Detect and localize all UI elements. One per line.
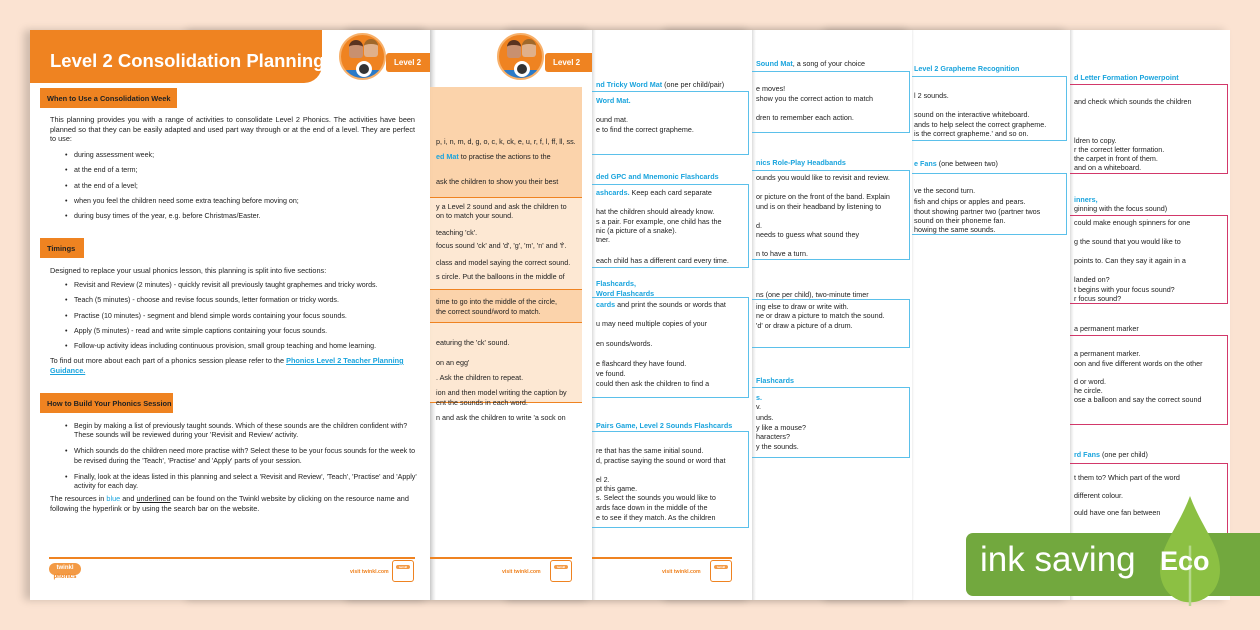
text-line [596,339,652,348]
text-line [1074,359,1203,368]
twinkl-badge: twinkl [550,560,572,582]
title-banner [30,30,325,83]
resource-link[interactable]: Flashcards, [596,279,636,288]
text-line [436,388,567,397]
text-line [1074,218,1190,227]
text-line [756,402,761,411]
section-heading: How to Build Your Phonics Session [40,393,173,413]
characters-avatar [339,33,386,80]
line-text: ands to help select the correct grapheme. [914,120,1047,129]
text-line [756,376,794,385]
line-text: ould have one fan between [1074,508,1161,517]
line-text: ing else to draw or write with. [756,302,849,311]
resource-link[interactable]: Flashcards [756,376,794,385]
build-session-list [74,422,419,497]
intro-paragraph: This planning provides you with a range of activities to consolidate Level 2 Phonics. The activities have been planned so that they can be easily adapted and used part way through or at the end of a level. They are perfect to use: [50,115,415,144]
line-text: class and model saying the correct sound. [436,258,571,267]
text-line [1074,377,1106,386]
text-line [914,129,1028,138]
list-item: • at the end of a term; [74,166,419,175]
text-line [756,192,890,201]
line-text: t begins with your focus sound? [1074,285,1175,294]
text-line [436,413,566,422]
text-line [1074,395,1201,404]
text-line [596,513,715,522]
twinkl-badge: twinkl [710,560,732,582]
timings-list [74,281,419,357]
text-line [596,80,724,89]
text-line [1074,508,1160,517]
line-text: haracters? [756,432,790,441]
text-line [1074,285,1175,294]
line-text: could make enough spinners for one [1074,218,1191,227]
line-text: teaching 'ck'. [436,228,478,237]
note-text: and [122,494,135,503]
resource-link[interactable]: ed Mat [436,152,459,161]
text-line [596,493,716,502]
section-heading: Timings [40,238,84,258]
text-line [436,241,566,250]
line-text: show you the correct action to match [756,94,874,103]
text-line [1074,256,1186,265]
line-text: a permanent marker [1074,324,1139,333]
line-text: sound on their phoneme fan. [914,216,1006,225]
note-text: can be found on the Twinkl website by clicking on the resource name and following the hyperlink or by using the search bar on the website. [50,494,409,513]
text-line [596,115,628,124]
line-text: ve found. [596,369,626,378]
line-text: r the correct letter formation. [1074,145,1165,154]
resource-link[interactable]: s. [756,393,762,402]
line-text: the carpet in front of them. [1074,154,1158,163]
visit-twinkl-link[interactable]: visit twinkl.com [502,569,541,575]
text-line [596,369,626,378]
text-line [436,202,567,211]
resource-link[interactable]: Sound Mat [756,59,793,68]
text-line [596,446,703,455]
list-item: • Teach (5 minutes) - choose and revise focus sounds, letter formation or tricky words. [74,296,419,305]
line-text: (one per child) [1099,450,1148,459]
text-line [596,300,726,309]
text-line [1074,195,1098,204]
line-text: v. [756,402,762,411]
text-line [914,207,1040,216]
line-text: en sounds/words. [596,339,653,348]
line-text: eaturing the 'ck' sound. [436,338,510,347]
line-text: thout showing partner two (partner twos [914,207,1041,216]
list-item: • Revisit and Review (2 minutes) - quickly revisit all previously taught graphemes and tricky words. [74,281,419,290]
text-line [596,289,654,298]
text-line [1074,97,1191,106]
text-line [436,211,513,220]
line-text: fish and chips or apples and pears. [914,197,1026,206]
text-line [436,137,576,146]
line-text: (one between two) [936,159,998,168]
outro-text: To find out more about each part of a phonics session please refer to the [50,356,285,365]
line-text: u may need multiple copies of your [596,319,708,328]
list-item: • when you feel the children need some extra teaching before moving on; [74,197,419,206]
text-line [756,249,808,258]
text-line [1074,275,1110,284]
logo-text: phonics [53,574,77,580]
text-line [1074,154,1158,163]
line-text: to practise the actions to the [458,152,551,161]
note-blue-word: blue [106,494,121,503]
text-line [596,235,610,244]
line-text: s circle. Put the balloons in the middle of [436,272,565,281]
line-text: ent the sounds in each word. [436,398,528,407]
text-line [596,421,732,430]
text-line [1074,473,1180,482]
text-line [596,188,712,197]
line-text: (one per child/pair) [662,80,725,89]
line-text: or picture on the front of the band. Explain [756,192,890,201]
text-line [756,393,762,402]
line-text: el 2. [596,475,610,484]
text-line [914,186,975,195]
text-line [914,91,949,100]
footer-divider [49,557,415,559]
level-tag: Level 2 [386,53,430,72]
text-line [436,272,565,281]
text-line [914,120,1046,129]
line-text: l 2 sounds. [914,91,949,100]
resource-link[interactable]: d Letter Formation Powerpoint [1074,73,1179,82]
text-line [596,484,637,493]
line-text: ounds you would like to revisit and review. [756,173,890,182]
line-text: . Ask the children to repeat. [436,373,524,382]
text-line [436,177,558,186]
text-line [756,94,873,103]
text-line [1074,73,1179,82]
line-text: ns (one per child), two-minute timer [756,290,869,299]
text-line [914,225,996,234]
text-line [1074,349,1140,358]
text-line [596,475,610,484]
line-text: needs to guess what sound they [756,230,860,239]
text-line [914,197,1025,206]
level-tag: Level 2 [545,53,592,72]
line-text: s. Select the sounds you would like to [596,493,716,502]
line-text: dren to remember each action. [756,113,854,122]
list-item: • Practise (10 minutes) - segment and blend simple words containing your focus sounds. [74,312,419,321]
list-item: • Apply (5 minutes) - read and write simple captions containing your focus sounds. [74,327,419,336]
resource-link[interactable]: cards [596,300,616,309]
resource-link[interactable]: ashcards. [596,188,630,197]
text-line [1074,145,1164,154]
text-line [596,125,694,134]
text-line [1074,204,1167,213]
resource-link[interactable]: nics Role-Play Headbands [756,158,846,167]
line-text: y the sounds. [756,442,799,451]
line-text: and on a whiteboard. [1074,163,1142,172]
line-text: the correct sound/word to match. [436,307,541,316]
badge-text: twinkl [396,565,410,569]
line-text: he circle. [1074,386,1103,395]
line-text: nic (a picture of a snake). [596,226,677,235]
line-text: ion and then model writing the caption by [436,388,567,397]
line-text: ve the second turn. [914,186,976,195]
line-text: ards face down in the middle of the [596,503,708,512]
line-text: t them to? Which part of the word [1074,473,1180,482]
line-text: each child has a different card every time. [596,256,729,265]
text-line [756,321,853,330]
text-line [1074,386,1103,395]
text-line [596,96,631,105]
text-line [596,256,729,265]
list-item: • at the end of a level; [74,182,419,191]
text-line [756,302,849,311]
line-text: n to have a turn. [756,249,808,258]
line-text: is the correct grapheme.' and so on. [914,129,1029,138]
text-line [596,226,677,235]
line-text: and check which sounds the children [1074,97,1192,106]
line-text: focus sound 'ck' and 'd', 'g', 'm', 'n' and 'f'. [436,241,567,250]
line-text: e to find the correct grapheme. [596,125,694,134]
resource-link[interactable]: rd Fans [1074,450,1100,459]
line-text: e moves! [756,84,786,93]
resource-link[interactable]: Level 2 Grapheme Recognition [914,64,1020,73]
text-line [756,413,774,422]
list-item: • during assessment week; [74,151,419,160]
line-text: different colour. [1074,491,1124,500]
line-text: ask the children to show you their best [436,177,559,186]
text-line [436,398,528,407]
resource-link[interactable]: Word Mat. [596,96,631,105]
line-text: d. [756,221,762,230]
twinkl-phonics-logo [49,563,81,583]
text-line [436,258,570,267]
text-line [914,64,1019,73]
text-line [1074,450,1148,459]
line-text: y like a mouse? [756,423,806,432]
text-line [1074,324,1139,333]
line-text: g the sound that you would like to [1074,237,1181,246]
list-item: • during busy times of the year, e.g. before Christmas/Easter. [74,212,419,221]
text-line [756,158,846,167]
line-text: d, practise saying the sound or word that [596,456,726,465]
text-line [436,373,523,382]
text-line [436,307,541,316]
line-text: could then ask the children to find a [596,379,710,388]
text-line [756,173,890,182]
text-line [914,110,1029,119]
text-line [1074,237,1181,246]
resources-note [50,494,415,513]
text-line [596,279,636,288]
resource-link[interactable]: ded GPC and Mnemonic Flashcards [596,172,719,181]
line-text: pt this game. [596,484,638,493]
timings-intro: Designed to replace your usual phonics lesson, this planning is split into five sections: [50,266,327,275]
line-text: on an egg' [436,358,470,367]
line-text: ldren to copy. [1074,136,1117,145]
text-line [1074,163,1141,172]
line-text: s a pair. For example, one child has the [596,217,722,226]
line-text: e flashcard they have found. [596,359,687,368]
line-text: landed on? [1074,275,1110,284]
logo-text: twinkl [49,563,81,575]
visit-twinkl-link[interactable]: visit twinkl.com [350,569,389,575]
planning-guidance-link[interactable]: Phonics Level 2 Teacher Planning Guidance. [50,356,404,375]
text-line [756,59,865,68]
line-text: sound on the interactive whiteboard. [914,110,1030,119]
note-underlined-word: underlined [136,494,171,503]
text-line [756,84,785,93]
line-text: unds. [756,413,774,422]
list-item: • Follow-up activity ideas including continuous provision, small group teaching and home learning. [74,342,419,351]
text-line [914,159,998,168]
text-line [756,221,762,230]
line-text: r focus sound? [1074,294,1122,303]
line-text: 'd' or draw a picture of a drum. [756,321,853,330]
line-text: tner. [596,235,610,244]
line-text: und is on their headband by listening to [756,202,882,211]
line-text: on to match your sound. [436,211,514,220]
line-text: ne or draw a picture to match the sound. [756,311,885,320]
text-line [596,456,725,465]
text-line [436,228,477,237]
line-text: re that has the same initial sound. [596,446,704,455]
line-text: time to go into the middle of the circle, [436,297,558,306]
text-line [596,379,709,388]
characters-avatar [497,33,544,80]
ink-saving-label: ink saving [980,540,1136,579]
text-line [1074,136,1117,145]
line-text: a permanent marker. [1074,349,1141,358]
text-line [596,207,714,216]
line-text: ginning with the focus sound) [1074,204,1168,213]
text-line [756,113,854,122]
text-line [756,423,806,432]
document-page-1 [30,30,430,600]
resource-link[interactable]: Pairs Game, Level 2 Sounds Flashcards [596,421,733,430]
resource-link[interactable]: Word Flashcards [596,289,655,298]
text-line [436,297,557,306]
text-line [596,172,719,181]
page-title: Level 2 Consolidation Planning [50,50,325,71]
twinkl-badge [392,560,414,582]
text-line [596,359,686,368]
text-line [596,319,707,328]
text-line [756,442,799,451]
resource-link[interactable]: nd Tricky Word Mat [596,80,663,89]
list-item: • Which sounds do the children need more practise with? Select these to be your focus sounds for the week to be revised during the 'Teach', 'Practise' and 'Apply' parts of your session. [74,447,419,465]
timings-outro [50,356,415,375]
list-item: • Finally, look at the ideas listed in this planning and select a 'Revisit and Review', 'Teach', 'Practise' and 'Apply' activity for each day. [74,473,419,491]
text-line [596,503,707,512]
line-text: oon and five different words on the other [1074,359,1203,368]
visit-twinkl-link[interactable]: visit twinkl.com [662,569,701,575]
line-text: , a song of your choice [792,59,866,68]
resource-link[interactable]: inners, [1074,195,1098,204]
line-text: d or word. [1074,377,1106,386]
text-line [756,230,859,239]
text-line [436,358,469,367]
section-heading: When to Use a Consolidation Week [40,88,177,108]
text-line [596,217,721,226]
list-item: • Begin by making a list of previously taught sounds. Which of these sounds are the children confident with? These sounds will be reviewed during your 'Revisit and Review' activity. [74,422,419,440]
usage-list [74,151,419,227]
line-text: points to. Can they say it again in a [1074,256,1186,265]
text-line [1074,294,1121,303]
text-line [756,290,869,299]
text-line [436,338,509,347]
line-text: howing the same sounds. [914,225,996,234]
text-line [1074,491,1123,500]
line-text: p, i, n, m, d, g, o, c, k, ck, e, u, r, f, l, ff, ll, ss. [436,137,576,146]
resource-link[interactable]: e Fans [914,159,937,168]
note-text: The resources in [50,494,105,503]
line-text: hat the children should already know. [596,207,715,216]
line-text: e to see if they match. As the children [596,513,716,522]
text-line [756,202,881,211]
text-line [914,216,1006,225]
line-text: y a Level 2 sound and ask the children to [436,202,567,211]
line-text: ose a balloon and say the correct sound [1074,395,1202,404]
line-text: n and ask the children to write 'a sock on [436,413,566,422]
text-line [436,152,551,161]
text-line [756,432,790,441]
line-text: ound mat. [596,115,628,124]
line-text: and print the sounds or words that [615,300,726,309]
line-text: Keep each card separate [629,188,712,197]
eco-label: Eco [1160,546,1210,576]
text-line [756,311,885,320]
